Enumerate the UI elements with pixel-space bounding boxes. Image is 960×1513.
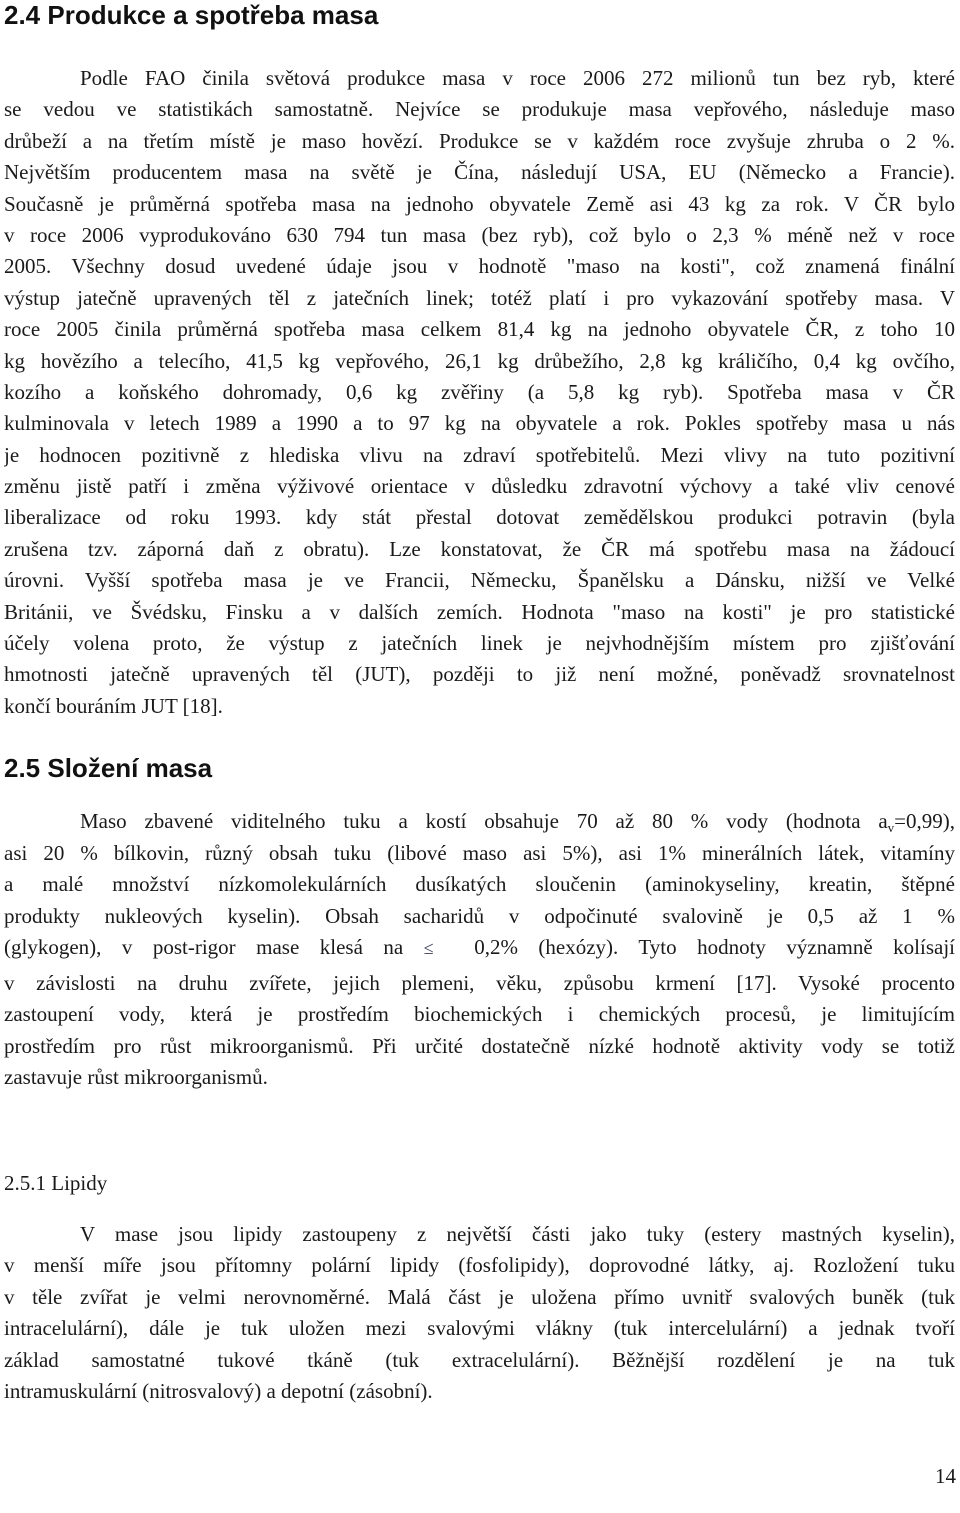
paragraph-line: zrušena tzv. záporná daň z obratu). Lze konstatovat, že ČR má spotřebu masa na žádoucí: [4, 536, 955, 561]
paragraph-line: kulminovala v letech 1989 a 1990 a to 97 kg na obyvatele a rok. Pokles spotřeby masa u nás: [4, 411, 955, 436]
paragraph-line: V mase jsou lipidy zastoupeny z největší části jako tuky (estery mastných kyselin),: [80, 1222, 955, 1246]
section-2-5-paragraph: [4, 806, 955, 1094]
paragraph-line: Podle FAO činila světová produkce masa v roce 2006 272 milionů tun bez ryb, které: [80, 66, 955, 90]
paragraph-line: intramuskulární (nitrosvalový) a depotní (zásobní).: [4, 1378, 433, 1403]
paragraph-line: změnu jistě patří i změna výživové orientace v důsledku zdravotní výchovy a také vliv cenové: [4, 474, 955, 499]
paragraph-line: zastoupení vody, která je prostředím biochemických i chemických procesů, je limitujícím: [4, 1002, 955, 1026]
paragraph-line: produkty nukleových kyselin). Obsah sacharidů v odpočinuté svalovině je 0,5 až 1 %: [4, 903, 955, 928]
paragraph-line: [4, 932, 955, 964]
section-2-4-paragraph: [4, 63, 955, 722]
section-2-4-heading: 2.4 Produkce a spotřeba masa: [4, 0, 379, 30]
paragraph-line: kozího a koňského dohromady, 0,6 kg zvěřiny (a 5,8 kg ryb). Spotřeba masa v ČR: [4, 379, 955, 404]
paragraph-line: [4, 806, 955, 838]
section-2-5-1-heading: 2.5.1 Lipidy: [4, 1171, 108, 1195]
line-text: =0,99),: [894, 809, 955, 833]
paragraph-line: v těle zvířat je velmi nerovnoměrné. Malá část je uložena přímo uvnitř svalových buněk (tuk: [4, 1284, 955, 1309]
page-number: 14: [935, 1464, 956, 1488]
paragraph-line: je hodnocen pozitivně z hlediska vlivu na zdraví spotřebitelů. Mezi vlivy na tuto pozitivní: [4, 442, 955, 467]
line-text: (glykogen), v post-rigor mase klesá na: [4, 935, 404, 959]
paragraph-line: účely volena proto, že výstup z jatečních linek je nejvhodnějším místem pro zjišťování: [4, 631, 955, 656]
paragraph-line: asi 20 % bílkovin, různý obsah tuku (libové maso asi 5%), asi 1% minerálních látek, vitamíny: [4, 840, 955, 865]
paragraph-line: Největším producentem masa na světě je Čína, následují USA, EU (Německo a Francie).: [4, 160, 955, 185]
paragraph-line: základ samostatné tukové tkáně (tuk extracelulární). Běžnější rozdělení je na tuk: [4, 1347, 955, 1372]
paragraph-line: prostředím pro růst mikroorganismů. Při určité dostatečně nízké hodnotě aktivity vody se totiž: [4, 1033, 955, 1058]
section-2-5-1-paragraph: [4, 1219, 955, 1407]
paragraph-line: výstup jatečně upravených těl z jatečních linek; totéž platí i pro vykazování spotřeby masa. V: [4, 285, 955, 310]
paragraph-line: úrovni. Vyšší spotřeba masa je ve Francii, Německu, Španělsku a Dánsku, nižší ve Velké: [4, 568, 955, 593]
paragraph-line: intracelulární), dále je tuk uložen mezi svalovými vlákny (tuk intercelulární) a jednak tvoří: [4, 1316, 955, 1341]
paragraph-line: a malé množství nízkomolekulárních dusíkatých sloučenin (aminokyseliny, kreatin, štěpné: [4, 872, 955, 896]
subscript-text: v: [887, 820, 895, 835]
paragraph-line: Británii, ve Švédsku, Finsku a v dalších zemích. Hodnota "maso na kosti" je pro statistické: [4, 599, 955, 624]
paragraph-line: kg hovězího a telecího, 41,5 kg vepřového, 26,1 kg drůbežího, 2,8 kg králičího, 0,4 kg ovčího,: [4, 348, 955, 373]
paragraph-line: 2005. Všechny dosud uvedené údaje jsou v hodnotě "maso na kosti", což znamená finální: [4, 254, 955, 279]
section-2-5-heading: 2.5 Složení masa: [4, 753, 213, 783]
paragraph-line: se vedou ve statistikách samostatně. Nejvíce se produkuje masa vepřového, následuje maso: [4, 97, 955, 122]
less-than-or-equal-icon: ≤: [423, 938, 434, 958]
line-text: Maso zbavené viditelného tuku a kostí obsahuje 70 až 80 % vody (hodnota a: [80, 809, 888, 833]
line-text: 0,2% (hexózy). Tyto hodnoty významně kolísají: [474, 935, 955, 959]
paragraph-line: zastavuje růst mikroorganismů.: [4, 1065, 268, 1089]
paragraph-line: roce 2005 činila průměrná spotřeba masa celkem 81,4 kg na jednoho obyvatele ČR, z toho 10: [4, 317, 955, 342]
paragraph-line: končí bouráním JUT [18].: [4, 693, 223, 718]
paragraph-line: v roce 2006 vyprodukováno 630 794 tun masa (bez ryb), což bylo o 2,3 % méně než v roce: [4, 222, 955, 247]
paragraph-line: Současně je průměrná spotřeba masa na jednoho obyvatele Země asi 43 kg za rok. V ČR bylo: [4, 191, 955, 216]
paragraph-line: v závislosti na druhu zvířete, jejich plemeni, věku, způsobu krmení [17]. Vysoké procento: [4, 970, 955, 995]
paragraph-line: drůbeží a na třetím místě je maso hovězí. Produkce se v každém roce zvyšuje zhruba o 2 %.: [4, 128, 955, 153]
paragraph-line: v menší míře jsou přítomny polární lipidy (fosfolipidy), doprovodné látky, aj. Rozložení tuku: [4, 1253, 955, 1278]
paragraph-line: hmotnosti jatečně upravených těl (JUT), později to již není možné, poněvadž srovnatelnost: [4, 662, 955, 687]
paragraph-line: liberalizace od roku 1993. kdy stát přestal dotovat zemědělskou produkci potravin (byla: [4, 505, 955, 530]
